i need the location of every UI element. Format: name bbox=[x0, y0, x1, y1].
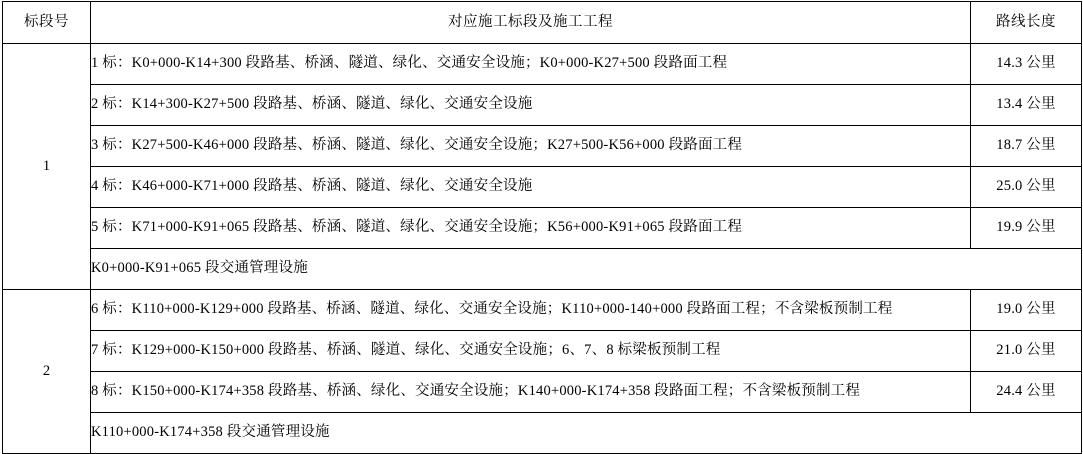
table-row bbox=[3, 331, 1082, 372]
length-cell: 18.7 公里 bbox=[971, 126, 1082, 167]
bid-sections-table bbox=[2, 1, 1082, 454]
length-cell: 19.0 公里 bbox=[971, 290, 1082, 331]
length-cell: 24.4 公里 bbox=[971, 372, 1082, 413]
table-row-note bbox=[3, 413, 1082, 454]
description-cell: 5 标：K71+000-K91+065 段路基、桥涵、隧道、绿化、交通安全设施；K56+000-K91+065 段路面工程 bbox=[91, 208, 971, 249]
description-cell: 6 标：K110+000-K129+000 段路基、桥涵、隧道、绿化、交通安全设施；K110+000-140+000 段路面工程；不含梁板预制工程 bbox=[91, 290, 971, 331]
lot-number-cell: 1 bbox=[3, 44, 91, 290]
description-cell: 2 标：K14+300-K27+500 段路基、桥涵、隧道、绿化、交通安全设施 bbox=[91, 85, 971, 126]
column-header-lot: 标段号 bbox=[3, 2, 91, 44]
table-row bbox=[3, 44, 1082, 85]
table-header-row bbox=[3, 2, 1082, 44]
column-header-length: 路线长度 bbox=[971, 2, 1082, 44]
description-cell: 4 标：K46+000-K71+000 段路基、桥涵、隧道、绿化、交通安全设施 bbox=[91, 167, 971, 208]
table-row bbox=[3, 85, 1082, 126]
column-header-description: 对应施工标段及施工工程 bbox=[91, 2, 971, 44]
description-cell: 7 标：K129+000-K150+000 段路基、桥涵、隧道、绿化、交通安全设施；6、7、8 标梁板预制工程 bbox=[91, 331, 971, 372]
table-row bbox=[3, 167, 1082, 208]
section-note-cell: K110+000-K174+358 段交通管理设施 bbox=[91, 413, 1082, 454]
document-page bbox=[0, 1, 1083, 442]
length-cell: 19.9 公里 bbox=[971, 208, 1082, 249]
table-header bbox=[3, 2, 1082, 44]
length-cell: 25.0 公里 bbox=[971, 167, 1082, 208]
table-body bbox=[3, 44, 1082, 454]
section-note-cell: K0+000-K91+065 段交通管理设施 bbox=[91, 249, 1082, 290]
table-row bbox=[3, 208, 1082, 249]
description-cell: 3 标：K27+500-K46+000 段路基、桥涵、隧道、绿化、交通安全设施；K27+500-K56+000 段路面工程 bbox=[91, 126, 971, 167]
lot-number-cell: 2 bbox=[3, 290, 91, 454]
length-cell: 13.4 公里 bbox=[971, 85, 1082, 126]
description-cell: 8 标：K150+000-K174+358 段路基、桥涵、绿化、交通安全设施；K140+000-K174+358 段路面工程；不含梁板预制工程 bbox=[91, 372, 971, 413]
length-cell: 14.3 公里 bbox=[971, 44, 1082, 85]
table-row bbox=[3, 372, 1082, 413]
description-cell: 1 标：K0+000-K14+300 段路基、桥涵、隧道、绿化、交通安全设施；K0+000-K27+500 段路面工程 bbox=[91, 44, 971, 85]
length-cell: 21.0 公里 bbox=[971, 331, 1082, 372]
table-row-note bbox=[3, 249, 1082, 290]
table-row bbox=[3, 290, 1082, 331]
table-row bbox=[3, 126, 1082, 167]
